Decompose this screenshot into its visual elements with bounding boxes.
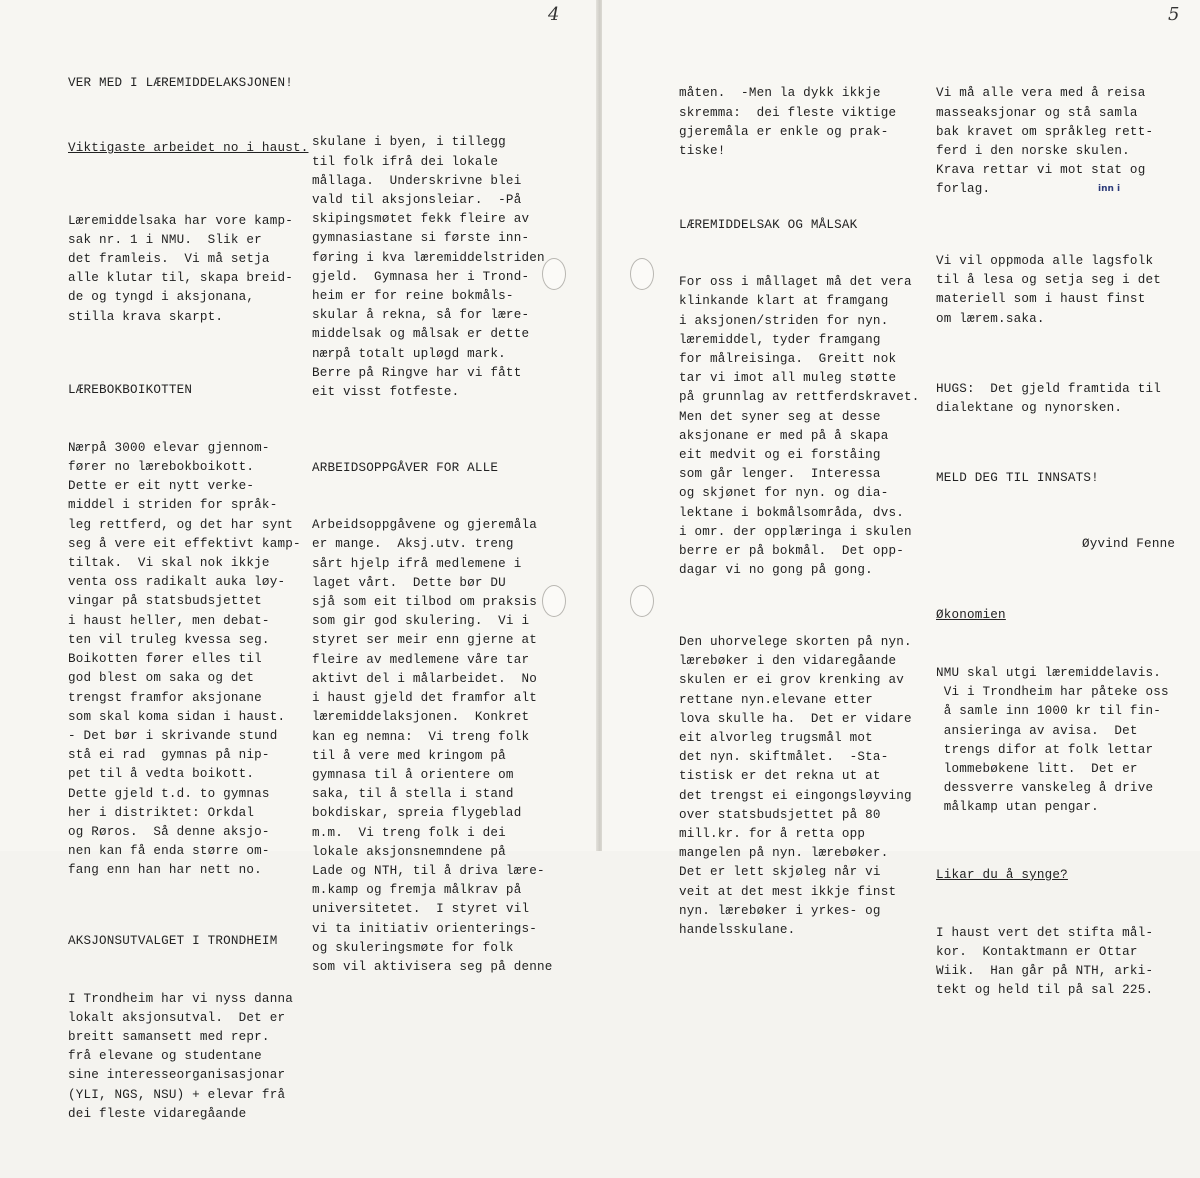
text-line: forlag. xyxy=(936,182,991,197)
text-line: eit medvit og ei forståing xyxy=(679,448,881,463)
text-line: skipingsmøtet fekk fleire av xyxy=(312,212,530,227)
text-line: Krava rettar vi mot stat og xyxy=(936,163,1146,178)
text-line: Boikotten fører elles til xyxy=(68,652,262,667)
text-line: målkamp utan pengar. xyxy=(936,800,1099,815)
text-line: lommebøkene litt. Det er xyxy=(936,761,1138,776)
text-line: er mange. Aksj.utv. treng xyxy=(312,537,514,552)
text-line: her i distriktet: Orkdal xyxy=(68,805,255,820)
text-line: fang enn han har nett no. xyxy=(68,863,262,878)
text-line: I haust vert det stifta mål- xyxy=(936,925,1154,940)
section-heading-utval: AKSJONSUTVALGET I TRONDHEIM xyxy=(68,933,278,948)
text-line: til å lesa og setja seg i det xyxy=(936,273,1161,288)
intro-paragraph xyxy=(68,212,308,327)
text-line: og skjønet for nyn. og dia- xyxy=(679,486,889,501)
text-line: til å vere med kringom på xyxy=(312,748,506,763)
page-number-right: 5 xyxy=(1168,4,1180,25)
section-heading-malsak: LÆREMIDDELSAK OG MÅLSAK xyxy=(679,217,858,232)
oppmoda-paragraph xyxy=(936,252,1175,329)
text-line: som vil aktivisera seg på denne xyxy=(312,959,553,974)
text-line: alle klutar til, skapa breid- xyxy=(68,271,293,286)
text-line: dialektane og nynorsken. xyxy=(936,401,1123,416)
text-line: breitt samansett med repr. xyxy=(68,1029,270,1044)
text-line: Dette gjeld t.d. to gymnas xyxy=(68,786,270,801)
text-line: tiltak. Vi skal nok ikkje xyxy=(68,556,270,571)
text-line: skular å rekna, så for lære- xyxy=(312,308,530,323)
text-line: det trengst ei eingongsløyving xyxy=(679,788,912,803)
text-line: frå elevane og studentane xyxy=(68,1049,262,1064)
article-subtitle: Viktigaste arbeidet no i haust. xyxy=(68,141,309,156)
utval-paragraph xyxy=(68,990,308,1124)
text-line: skremma: dei fleste viktige xyxy=(679,105,897,120)
text-line: Men det syner seg at desse xyxy=(679,409,881,424)
masseaksjon-paragraph xyxy=(936,84,1175,199)
right-column-2 xyxy=(936,46,1175,1055)
text-line: og skuleringsmøte for folk xyxy=(312,940,514,955)
text-line: tiske! xyxy=(679,144,726,159)
text-line: dessverre vanskeleg å drive xyxy=(936,781,1154,796)
punch-hole-top-right xyxy=(630,258,654,290)
text-line: Læremiddelsaka har vore kamp- xyxy=(68,213,293,228)
text-line: dei fleste vidaregåande xyxy=(68,1106,247,1121)
text-line: m.kamp og fremja målkrav på xyxy=(312,883,522,898)
boikott-paragraph xyxy=(68,439,308,881)
text-line: god blest om saka og det xyxy=(68,671,255,686)
text-line: Det er lett skjøleg når vi xyxy=(679,865,881,880)
text-line: leg rettferd, og det har synt xyxy=(68,517,293,532)
left-column xyxy=(68,36,308,1178)
text-line: gymnasiastane si første inn- xyxy=(312,231,530,246)
right-page xyxy=(602,0,1200,998)
text-line: middelsak og målsak er dette xyxy=(312,327,530,342)
text-line: universitetet. I styret vil xyxy=(312,902,530,917)
skulane-paragraph xyxy=(312,133,552,402)
text-line: de og tyngd i aksjonana, xyxy=(68,290,255,305)
text-line: kor. Kontaktmann er Ottar xyxy=(936,944,1138,959)
left-column-2 xyxy=(312,95,552,1032)
signature: Øyvind Fenne xyxy=(1082,536,1176,551)
text-line: middel i striden for språk- xyxy=(68,498,278,513)
text-line: Berre på Ringve har vi fått xyxy=(312,365,522,380)
text-line: lærebøker i den vidaregåande xyxy=(679,654,897,669)
text-line: pet til å vedta boikott. xyxy=(68,767,255,782)
text-line: - Det bør i skrivande stund xyxy=(68,728,278,743)
text-line: fleire av medlemene våre tar xyxy=(312,652,530,667)
text-line: For oss i mållaget må det vera xyxy=(679,275,912,290)
text-line: Vi vil oppmoda alle lagsfolk xyxy=(936,254,1154,269)
text-line: stilla krava skarpt. xyxy=(68,309,224,324)
text-line: gymnasa til å orientere om xyxy=(312,767,514,782)
text-line: skulen er ei grov krenking av xyxy=(679,673,904,688)
text-line: fører no lærebokboikott. xyxy=(68,460,255,475)
text-line: over statsbudsjettet på 80 xyxy=(679,807,881,822)
text-line: tistisk er det rekna ut at xyxy=(679,769,881,784)
text-line: mill.kr. for å retta opp xyxy=(679,826,866,841)
text-line: NMU skal utgi læremiddelavis. xyxy=(936,665,1161,680)
text-line: læremiddel, tyder framgang xyxy=(679,332,881,347)
text-line: skulane i byen, i tillegg xyxy=(312,135,506,150)
text-line: Dette er eit nytt verke- xyxy=(68,479,255,494)
text-line: eit alvorleg trugsmål mot xyxy=(679,730,873,745)
text-line: handelsskulane. xyxy=(679,922,796,937)
text-line: rettane nyn.elevane etter xyxy=(679,692,873,707)
text-line: Lade og NTH, til å driva lære- xyxy=(312,863,545,878)
section-heading-boikott: LÆREBOKBOIKOTTEN xyxy=(68,383,193,398)
text-line: vi ta initiativ orienterings- xyxy=(312,921,537,936)
text-line: Nærpå 3000 elevar gjennom- xyxy=(68,440,270,455)
text-line: Wiik. Han går på NTH, arki- xyxy=(936,963,1154,978)
oppgaver-paragraph xyxy=(312,516,552,977)
text-line: i haust gjeld det framfor alt xyxy=(312,691,537,706)
text-line: det framleis. Vi må setja xyxy=(68,252,270,267)
text-line: som gir god skulering. Vi i xyxy=(312,614,530,629)
text-line: sak nr. 1 i NMU. Slik er xyxy=(68,232,262,247)
syngje-paragraph xyxy=(936,924,1175,1001)
text-line: bokdiskar, spreia flygeblad xyxy=(312,806,522,821)
text-line: masseaksjonar og stå samla xyxy=(936,105,1138,120)
section-heading-syngje: Likar du å synge? xyxy=(936,867,1068,882)
text-line: berre er på bokmål. Det opp- xyxy=(679,544,904,559)
skorten-paragraph xyxy=(679,633,919,940)
text-line: Vi i Trondheim har påteke oss xyxy=(936,685,1169,700)
hugs-paragraph xyxy=(936,380,1175,418)
text-line: til folk ifrå dei lokale xyxy=(312,154,499,169)
text-line: læremiddelaksjonen. Konkret xyxy=(312,710,530,725)
text-line: ansieringa av avisa. Det xyxy=(936,723,1138,738)
text-line: på grunnlag av rettferdskravet. xyxy=(679,390,920,405)
text-line: heim er for reine bokmåls- xyxy=(312,289,514,304)
text-line: I Trondheim har vi nyss danna xyxy=(68,991,293,1006)
text-line: sjå som eit tilbod om praksis xyxy=(312,595,537,610)
text-line: tar vi imot all muleg støtte xyxy=(679,371,897,386)
text-line: føring i kva læremiddelstriden xyxy=(312,250,545,265)
text-line: å samle inn 1000 kr til fin- xyxy=(936,704,1161,719)
right-column xyxy=(679,46,919,995)
text-line: stå ei rad gymnas på nip- xyxy=(68,748,270,763)
text-line: mållaga. Underskrivne blei xyxy=(312,173,522,188)
text-line: klinkande klart at framgang xyxy=(679,294,889,309)
section-heading-okonomi: Økonomien xyxy=(936,608,1006,623)
handwritten-insertion: inn i xyxy=(1098,184,1121,194)
text-line: HUGS: Det gjeld framtida til xyxy=(936,382,1161,397)
text-line: vingar på statsbudsjettet xyxy=(68,594,262,609)
text-line: eit visst fotfeste. xyxy=(312,385,460,400)
text-line: trengst framfor aksjonane xyxy=(68,690,262,705)
text-line: nen kan få enda større om- xyxy=(68,844,270,859)
text-line: det nyn. skiftmålet. -Sta- xyxy=(679,750,889,765)
text-line: vald til aksjonsleiar. -På xyxy=(312,193,522,208)
text-line: sine interesseorganisasjonar xyxy=(68,1068,286,1083)
text-line: mangelen på nyn. lærebøker. xyxy=(679,846,889,861)
text-line: i haust heller, men debat- xyxy=(68,613,270,628)
text-line: nyn. lærebøker i yrkes- og xyxy=(679,903,881,918)
text-line: laget vårt. Dette bør DU xyxy=(312,575,506,590)
text-line: i aksjonen/striden for nyn. xyxy=(679,313,889,328)
punch-hole-bottom-right xyxy=(630,585,654,617)
text-line: lokale aksjonsnemndene på xyxy=(312,844,506,859)
text-line: sårt hjelp ifrå medlemene i xyxy=(312,556,522,571)
page-number-left: 4 xyxy=(548,4,560,25)
text-line: lova skulle ha. Det er vidare xyxy=(679,711,912,726)
text-line: (YLI, NGS, NSU) + elevar frå xyxy=(68,1087,286,1102)
text-line: i omr. der opplæringa i skulen xyxy=(679,524,912,539)
text-line: gjeld. Gymnasa her i Trond- xyxy=(312,269,530,284)
text-line: m.m. Vi treng folk i dei xyxy=(312,825,506,840)
text-line: styret ser meir enn gjerne at xyxy=(312,633,537,648)
left-page xyxy=(0,0,598,1121)
text-line: som går lenger. Interessa xyxy=(679,467,881,482)
text-line: gjeremåla er enkle og prak- xyxy=(679,124,889,139)
text-line: tekt og held til på sal 225. xyxy=(936,983,1154,998)
text-line: trengs difor at folk lettar xyxy=(936,742,1154,757)
text-line: aktivt del i målarbeidet. No xyxy=(312,671,537,686)
maten-paragraph xyxy=(679,84,919,161)
text-line: for målreisinga. Greitt nok xyxy=(679,352,897,367)
text-line: Vi må alle vera med å reisa xyxy=(936,86,1146,101)
text-line: bak kravet om språkleg rett- xyxy=(936,124,1154,139)
text-line: seg å vere eit effektivt kamp- xyxy=(68,536,301,551)
text-line: lektane i bokmålsområda, dvs. xyxy=(679,505,904,520)
text-line: Den uhorvelege skorten på nyn. xyxy=(679,634,912,649)
text-line: nærpå totalt upløgd mark. xyxy=(312,346,506,361)
text-line: om lærem.saka. xyxy=(936,311,1045,326)
text-line: saka, til å stella i stand xyxy=(312,787,514,802)
text-line: Arbeidsoppgåvene og gjeremåla xyxy=(312,518,537,533)
text-line: veit at det mest ikkje finst xyxy=(679,884,897,899)
malsak-paragraph xyxy=(679,273,919,580)
text-line: og Røros. Så denne aksjo- xyxy=(68,824,270,839)
text-line: ferd i den norske skulen. xyxy=(936,144,1130,159)
text-line: lokalt aksjonsutval. Det er xyxy=(68,1010,286,1025)
text-line: materiell som i haust finst xyxy=(936,292,1146,307)
text-line: dagar vi no gong på gong. xyxy=(679,563,873,578)
okonomi-paragraph xyxy=(936,664,1175,818)
section-heading-oppgaver: ARBEIDSOPPGÅVER FOR ALLE xyxy=(312,460,499,475)
text-line: måten. -Men la dykk ikkje xyxy=(679,86,881,101)
meld-line: MELD DEG TIL INNSATS! xyxy=(936,471,1099,486)
text-line: ten vil truleg kvessa seg. xyxy=(68,632,270,647)
text-line: som skal koma sidan i haust. xyxy=(68,709,286,724)
text-line: venta oss radikalt auka løy- xyxy=(68,575,286,590)
text-line: aksjonane er med på å skapa xyxy=(679,428,889,443)
text-line: kan eg nemna: Vi treng folk xyxy=(312,729,530,744)
article-title: VER MED I LÆREMIDDELAKSJONEN! xyxy=(68,76,293,91)
